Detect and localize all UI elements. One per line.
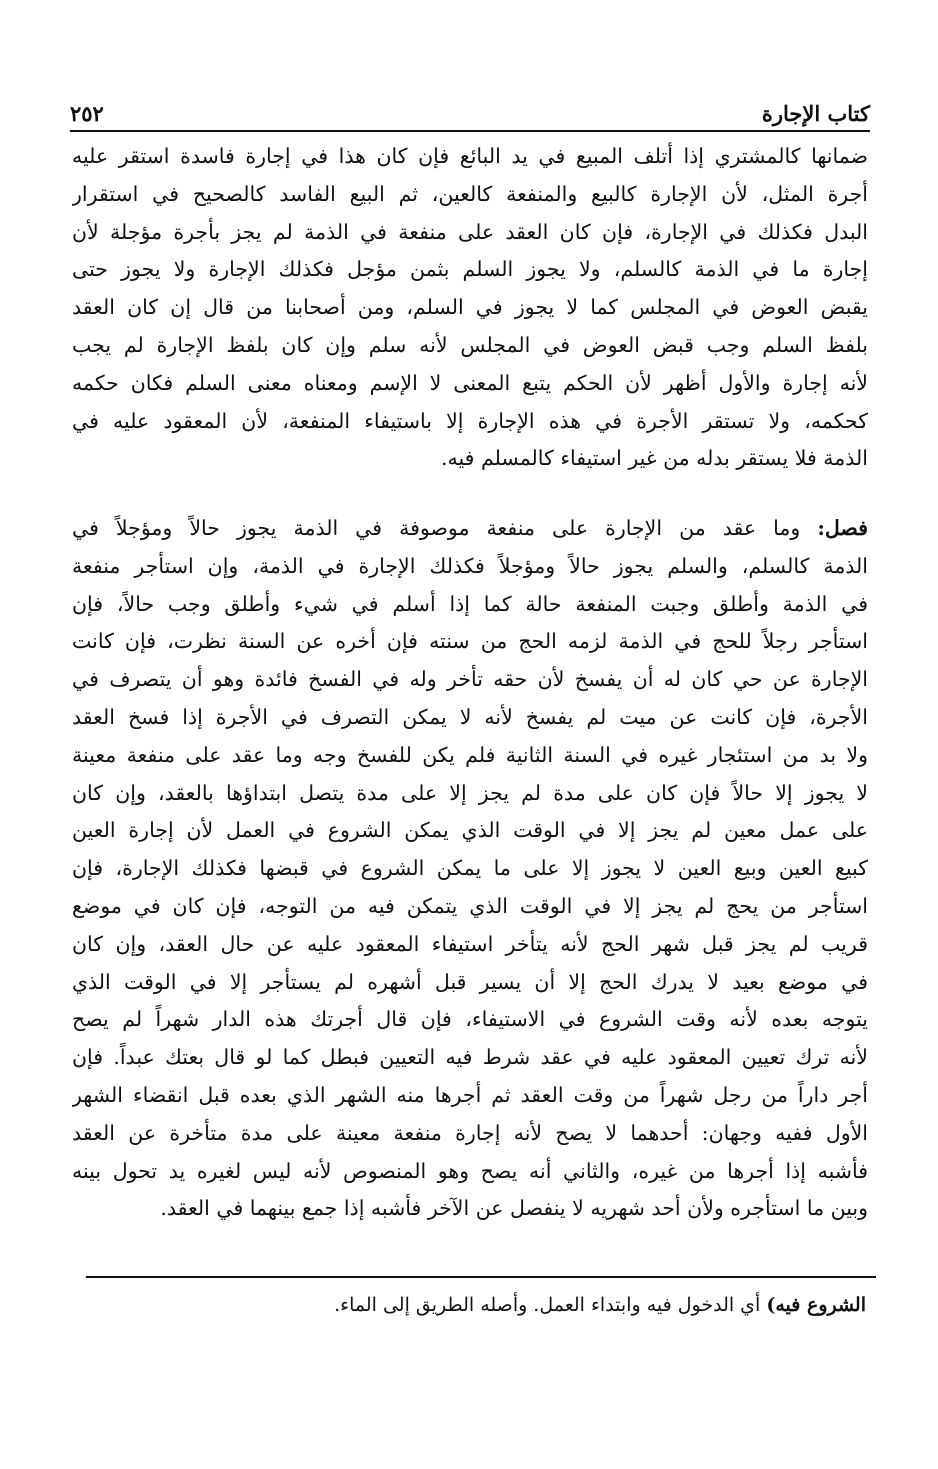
text-line: الأجرة، فإن كانت عن ميت لم يفسخ لأنه لا يمكن التصرف في الأجرة إذا فسخ العقد xyxy=(72,704,868,729)
text-line: إجارة ما في الذمة كالسلم، ولا يجوز السلم بثمن مؤجل فكذلك الإجارة ولا يجوز حتى xyxy=(72,257,868,282)
first-line-text: وما عقد من الإجارة على منفعة موصوفة في الذمة يجوز حالاً ومؤجلاً في xyxy=(72,516,818,540)
text-line: فأشبه إذا أجرها من غيره، والثاني أنه يصح وهو المنصوص لأنه ليس لغيره يد تحول بينه xyxy=(72,1158,868,1183)
page-header xyxy=(70,86,870,126)
text-line: استأجر رجلاً للحج في الذمة لزمه الحج من سنته فإن أخره عن السنة نظرت، فإن كانت xyxy=(72,629,868,654)
text-line: ضمانها كالمشتري إذا أتلف المبيع في يد البائع فإن كان هذا في إجارة فاسدة استقر عليه xyxy=(72,144,868,168)
text-line: الذمة فلا يستقر بدله من غير استيفاء كالمسلم فيه. xyxy=(440,446,868,471)
text-line: استأجر من يحج لم يجز إلا في الوقت الذي يتمكن فيه من التوجه، فإن كان في موضع xyxy=(72,893,868,918)
text-line: أجر داراً من رجل شهراً من وقت العقد ثم أجرها منه الشهر الذي بعده قبل انقضاء الشهر xyxy=(72,1082,868,1107)
text-line: قريب لم يجز قبل شهر الحج لأنه يتأخر استيفاء المعقود عليه عن حال العقد، وإن كان xyxy=(72,931,868,956)
text-line: البدل فكذلك في الإجارة، فإن كان العقد على منفعة في الذمة لم يجز بأجرة مؤجلة لأن xyxy=(72,219,868,244)
text-line-first xyxy=(72,510,868,548)
text-line: ولا بد من استئجار غيره في السنة الثانية فلم يكن للفسخ وجه وما عقد على منفعة معينة xyxy=(72,742,868,767)
section-label: فصل: xyxy=(817,516,868,540)
text-line: الأول ففيه وجهان: أحدهما لا يصح لأنه إجارة منفعة معينة على مدة متأخرة عن العقد xyxy=(72,1120,868,1145)
text-line: على عمل معين لم يجز إلا في الوقت الذي يمكن الشروع في العمل لأن إجارة العين xyxy=(72,818,868,843)
text-line: في الذمة وأطلق وجبت المنفعة حالة كما إذا أسلم في شيء وأطلق وجب حالاً، فإن xyxy=(72,591,868,616)
footnote-divider xyxy=(86,1276,876,1278)
footnote xyxy=(86,1286,866,1324)
text-line: في موضع بعيد لا يدرك الحج إلا أن يسير قبل أشهره لم يستأجر إلا في الوقت الذي xyxy=(72,969,868,994)
footnote-text: أي الدخول فيه وابتداء العمل. وأصله الطريق إلى الماء. xyxy=(334,1294,767,1316)
text-line: لأنه إجارة والأول أظهر لأن الحكم يتبع المعنى لا الإسم ومعناه معنى السلم فكان حكمه xyxy=(72,370,868,395)
text-line: يقبض العوض في المجلس كما لا يجوز في السلم، ومن أصحابنا من قال إن كان العقد xyxy=(72,295,868,320)
text-line: بلفظ السلم وجب قبض العوض في المجلس لأنه سلم وإن كان بلفظ الإجارة لم يجب xyxy=(72,332,868,357)
text-line: الإجارة عن حي كان له أن يفسخ لأن حقه تأخر وله في الفسخ فائدة وهو أن يتصرف في xyxy=(72,667,868,692)
text-line: كبيع العين وبيع العين لا يجوز إلا على ما يمكن الشروع في قبضها فكذلك الإجارة، فإن xyxy=(72,856,868,881)
text-line: الذمة كالسلم، والسلم يجوز حالاً ومؤجلاً فكذلك الإجارة في الذمة، وإن استأجر منفعة xyxy=(72,553,868,578)
text-line: لأنه ترك تعيين المعقود عليه في عقد شرط فيه التعيين فبطل كما لو قال بعتك عبداً. فإن xyxy=(72,1045,868,1070)
page-number: ٢٥٢ xyxy=(70,101,104,126)
paragraph-2 xyxy=(72,510,868,1228)
paragraph-1 xyxy=(72,138,868,478)
text-line: لا يجوز إلا حالاً فإن كان على مدة لم يجز إلا على مدة يتصل ابتداؤها بالعقد، وإن كان xyxy=(72,780,868,805)
text-line: أجرة المثل، لأن الإجارة كالبيع والمنفعة كالعين، ثم البيع الفاسد كالصحيح في استقرار xyxy=(72,181,868,206)
header-divider xyxy=(70,130,870,132)
text-line: كحكمه، ولا تستقر الأجرة في هذه الإجارة إلا باستيفاء المنفعة، لأن المعقود عليه في xyxy=(72,408,868,433)
footnote-term: الشروع فيه) xyxy=(766,1294,866,1316)
header-title: كتاب الإجارة xyxy=(761,101,870,126)
text-line: وبين ما استأجره ولأن أحد شهريه لا ينفصل عن الآخر فأشبه إذا جمع بينهما في العقد. xyxy=(160,1196,868,1221)
text-line: يتوجه بعده لأنه وقت الشروع في الاستيفاء، فإن قال أجرتك هذه الدار شهراً لم يصح xyxy=(72,1007,868,1032)
